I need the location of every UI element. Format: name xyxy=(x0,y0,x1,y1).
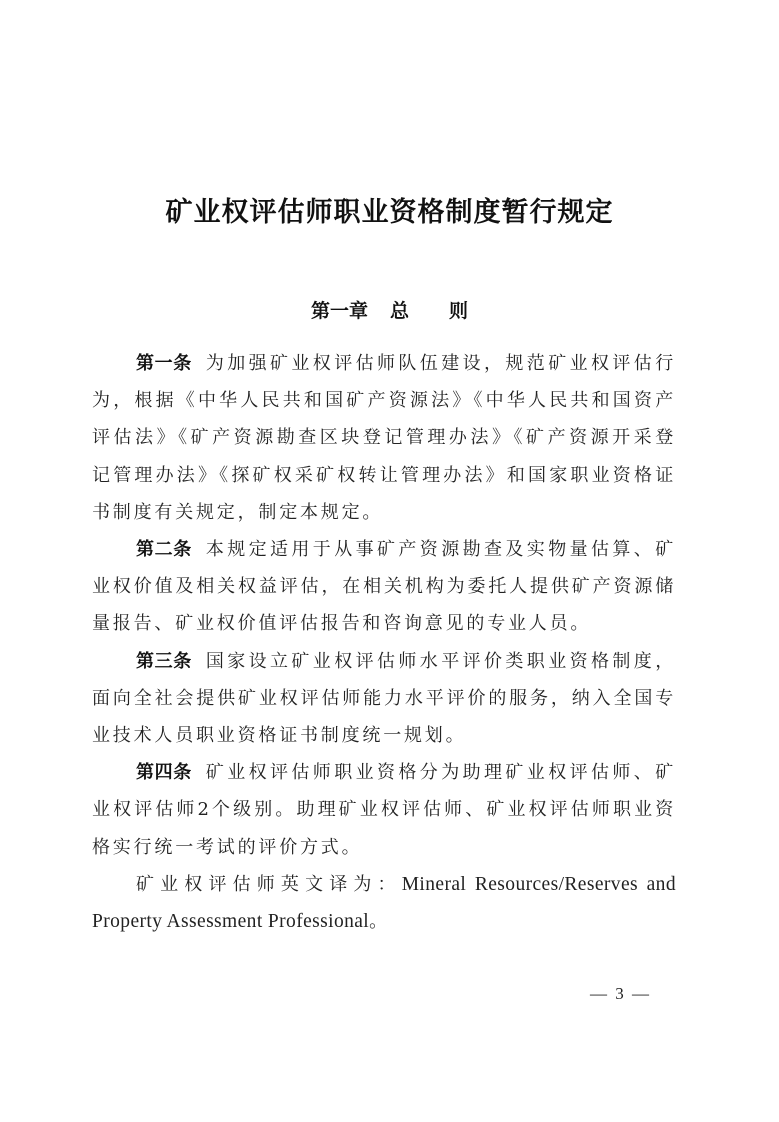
document-body xyxy=(92,345,676,940)
article-text: 为加强矿业权评估师队伍建设，规范矿业权评估行为，根据《中华人民共和国矿产资源法》《中华人民共和国资产评估法》《矿产资源勘查区块登记管理办法》《矿产资源开采登记管理办法》《探矿权采矿权转让管理办法》和国家职业资格证书制度有关规定，制定本规定。 xyxy=(92,353,677,523)
article-label: 第一条 xyxy=(136,353,192,374)
english-note-suffix: 。 xyxy=(369,911,390,933)
english-note-prefix: 矿业权评估师英文译为： xyxy=(136,873,402,895)
page-number: — 3 — xyxy=(590,984,651,1003)
chapter-heading xyxy=(0,296,779,323)
article-text: 矿业权评估师职业资格分为助理矿业权评估师、矿业权评估师2个级别。助理矿业权评估师、矿业权评估师职业资格实行统一考试的评价方式。 xyxy=(92,762,677,858)
article-text: 本规定适用于从事矿产资源勘查及实物量估算、矿业权价值及相关权益评估，在相关机构为委托人提供矿产资源储量报告、矿业权价值评估报告和咨询意见的专业人员。 xyxy=(92,539,677,635)
article-text: 国家设立矿业权评估师水平评价类职业资格制度，面向全社会提供矿业权评估师能力水平评价的服务，纳入全国专业技术人员职业资格证书制度统一规划。 xyxy=(92,650,677,747)
article-3 xyxy=(92,643,676,755)
article-2 xyxy=(92,531,676,643)
english-name-note xyxy=(92,866,676,940)
english-note-name: Mineral Resources/Reserves and Property Assessment Professional xyxy=(92,873,676,933)
document-title: 矿业权评估师职业资格制度暂行规定 xyxy=(165,197,614,228)
chapter-name-part2: 则 xyxy=(449,300,469,322)
article-label: 第二条 xyxy=(136,539,192,561)
article-label: 第四条 xyxy=(136,762,192,784)
article-1 xyxy=(92,345,676,531)
article-4 xyxy=(92,754,676,866)
article-label: 第三条 xyxy=(136,650,192,672)
chapter-name-part1: 总 xyxy=(389,300,409,322)
chapter-number: 第一章 xyxy=(310,300,368,322)
